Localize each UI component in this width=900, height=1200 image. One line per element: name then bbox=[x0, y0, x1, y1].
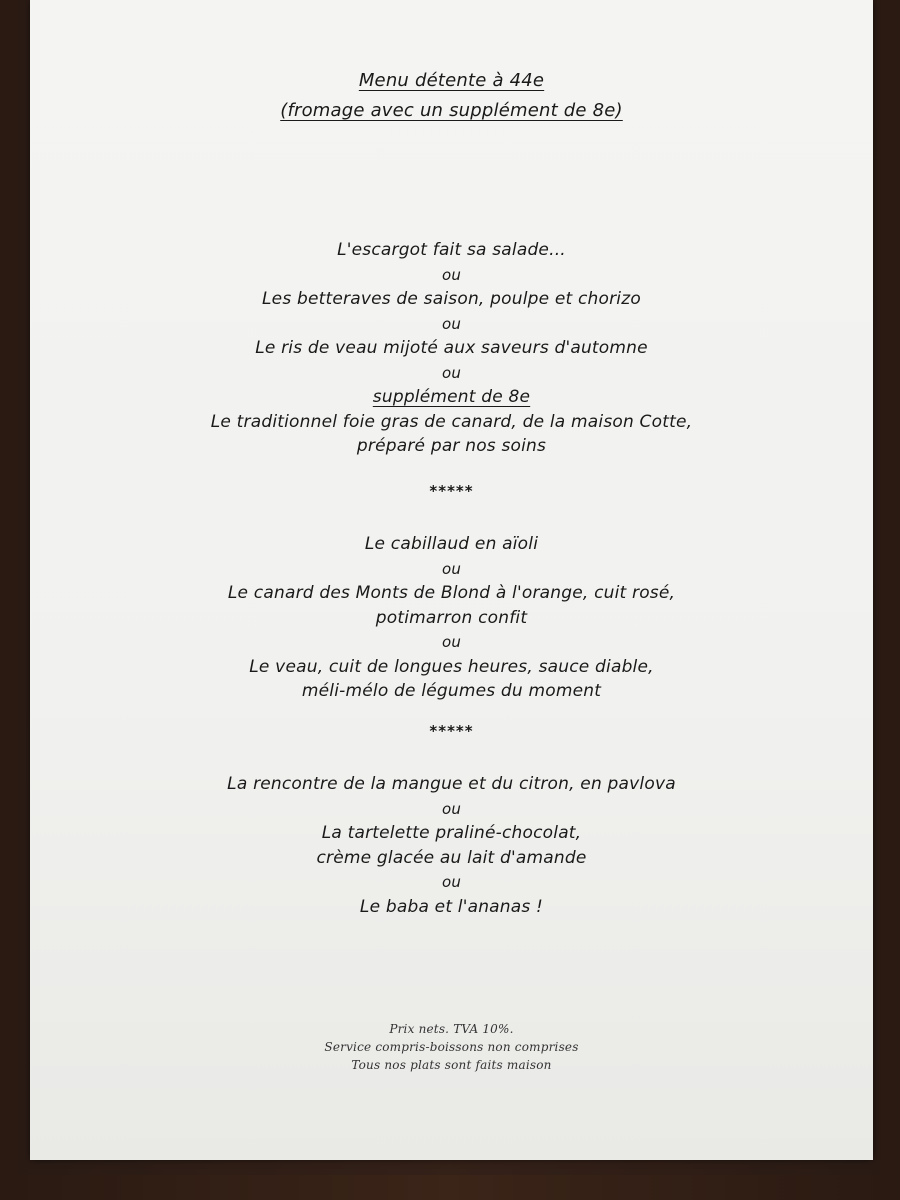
entree-betteraves: Les betteraves de saison, poulpe et chorizo bbox=[262, 289, 641, 309]
footer-service-note: Service compris-boissons non comprises bbox=[324, 1040, 579, 1054]
footer-prices-note: Prix nets. TVA 10%. bbox=[389, 1022, 514, 1036]
dessert-tartelette-line1: La tartelette praliné-chocolat, bbox=[321, 823, 582, 843]
entree-foie-gras-line1: Le traditionnel foie gras de canard, de la maison Cotte, bbox=[210, 411, 693, 432]
supplement-label: supplément de 8e bbox=[372, 387, 531, 407]
plat-canard-line2: potimarron confit bbox=[375, 607, 528, 628]
menu-footer bbox=[30, 1020, 873, 1074]
plat-veau-line2: méli-mélo de légumes du moment bbox=[301, 681, 602, 701]
plats-section bbox=[30, 532, 873, 704]
or-separator: ou bbox=[441, 559, 462, 578]
or-separator: ou bbox=[441, 363, 462, 382]
dessert-baba: Le baba et l'ananas ! bbox=[359, 896, 544, 917]
desserts-section bbox=[30, 772, 873, 919]
or-separator: ou bbox=[441, 314, 462, 333]
dessert-pavlova: La rencontre de la mangue et du citron, en pavlova bbox=[227, 774, 676, 794]
or-separator: ou bbox=[441, 873, 462, 891]
entrees-section bbox=[30, 238, 873, 459]
dessert-tartelette-line2: crème glacée au lait d'amande bbox=[316, 847, 587, 868]
or-separator: ou bbox=[441, 633, 462, 651]
plat-cabillaud: Le cabillaud en aïoli bbox=[364, 534, 539, 554]
course-separator: ***** bbox=[429, 482, 474, 500]
plat-veau-line1: Le veau, cuit de longues heures, sauce diable, bbox=[249, 656, 654, 677]
or-separator: ou bbox=[441, 799, 462, 818]
entree-foie-gras-line2: préparé par nos soins bbox=[356, 436, 547, 456]
plat-canard-line1: Le canard des Monts de Blond à l'orange, cuit rosé, bbox=[227, 583, 676, 603]
entree-ris-de-veau: Le ris de veau mijoté aux saveurs d'automne bbox=[255, 338, 648, 358]
menu-subtitle: (fromage avec un supplément de 8e) bbox=[280, 100, 623, 121]
menu-sheet bbox=[30, 0, 873, 1160]
menu-title: Menu détente à 44e bbox=[358, 70, 545, 91]
course-separator: ***** bbox=[429, 722, 474, 740]
menu-header bbox=[30, 66, 873, 126]
footer-homemade-note: Tous nos plats sont faits maison bbox=[351, 1058, 552, 1072]
or-separator: ou bbox=[441, 265, 462, 284]
entree-escargot: L'escargot fait sa salade... bbox=[337, 240, 566, 260]
